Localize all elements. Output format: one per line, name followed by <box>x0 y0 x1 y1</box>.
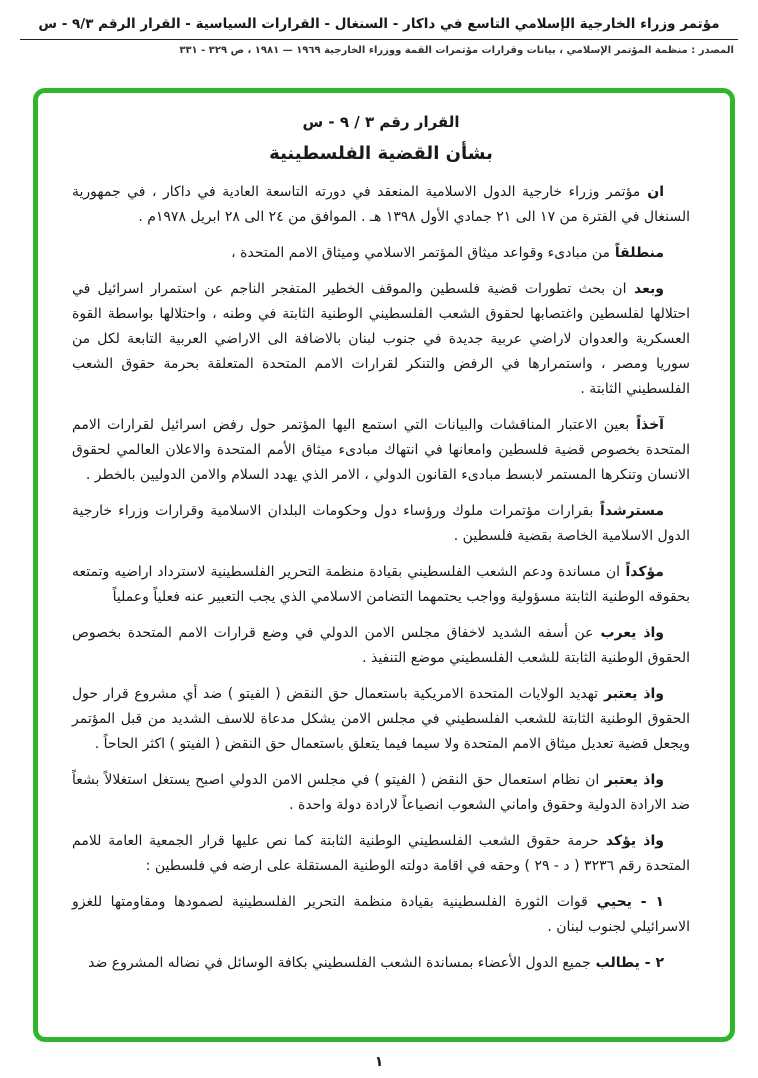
resolution-paragraph: آخذاً بعين الاعتبار المناقشات والبيانات التي استمع اليها المؤتمر حول رفض اسرائيل لقرارات الامم المتحدة بخصوص قضية فلسطين وامعانها في انتهاك مبادىء ميثاق الأمم المتحدة والاعلان العالمي لحقوق الانسان وتنكرها المستمر لابسط مبادىء القانون الدولي ، الامر الذي يهدد السلام والامن الدوليين بالخطر . <box>72 417 690 483</box>
paragraph-lead-word: وبعد <box>626 281 664 297</box>
resolution-paragraph: واذ يعتبر ان نظام استعمال حق النقض ( الفيتو ) في مجلس الامن الدولي اصبح يستغل استغلالاً بشعاً ضد الارادة الدولية وحقوق واماني الشعوب انصياعاً لارادة دولة واحدة . <box>72 772 690 813</box>
document-header <box>0 0 758 56</box>
resolution-subject-title: بشأن القضية الفلسطينية <box>269 143 493 164</box>
paragraph-lead-word: مسترشداً <box>593 503 664 519</box>
resolution-paragraph: ٢ - يطالب جميع الدول الأعضاء بمساندة الشعب الفلسطيني بكافة الوسائل في نضاله المشروع ضد <box>88 955 664 971</box>
resolution-paragraph: واذ يعتبر تهديد الولايات المتحدة الامريكية باستعمال حق النقض ( الفيتو ) ضد أي مشروع قرار حول الحقوق الوطنية الثابتة للشعب الفلسطيني في مجلس الامن يشكل مدعاة للاسف الشديد من قبل المؤتمر ويجعل قضية تعديل ميثاق الامم المتحدة ولا سيما فيما يتعلق باستعمال حق النقض ( الفيتو ) اكثر الحاحاً . <box>72 686 690 752</box>
page-number: ١ <box>374 1054 384 1070</box>
paragraph-lead-word: واذ يعتبر <box>598 686 665 702</box>
paragraph-lead-word: ٢ - يطالب <box>590 955 664 971</box>
paragraph-lead-word: منطلقاً <box>610 245 664 261</box>
paragraph-lead-word: واذ يؤكد <box>598 833 664 849</box>
document-source-line: المصدر : منظمة المؤتمر الإسلامي ، بيانات وقرارات مؤتمرات القمة ووزراء الخارجية ١٩٦٩ — ١٩٨١ ، ص ٣٢٩ - ٣٣١ <box>179 45 734 56</box>
paragraph-lead-word: آخذاً <box>629 417 664 433</box>
paragraph-lead-word: ١ - يحيي <box>587 894 664 910</box>
document-header-title: مؤتمر وزراء الخارجية الإسلامي التاسع في داكار - السنغال - القرارات السياسية - القرار الرقم ٩/٣ - س <box>20 16 738 40</box>
resolution-paragraph: ١ - يحيي قوات الثورة الفلسطينية بقيادة منظمة التحرير الفلسطينية لصمودها ومقاومتها للغزو الاسرائيلي لجنوب لبنان . <box>72 894 690 935</box>
document-frame <box>33 88 735 1042</box>
resolution-body <box>72 180 690 976</box>
paragraph-lead-word: مؤكداً <box>620 564 664 580</box>
resolution-paragraph: وبعد ان بحث تطورات قضية فلسطين والموقف الخطير المتفجر الناجم عن استمرار اسرائيل في احتلالها لفلسطين واغتصابها لحقوق الشعب الفلسطيني الوطنية الثابتة في وطنه ، واحتلالها بواسطة القوة العسكرية والعدوان لاراضي عربية جديدة في جنوب لبنان بالاضافة الى الاراضي العربية التابعة لكل من سوريا ومصر ، واستمرارها في الرفض والتنكر لقرارات الامم المتحدة المتعلقة بحرمة حقوق الشعب الفلسطيني الثابتة . <box>72 281 690 397</box>
resolution-paragraph: واذ يعرب عن أسفه الشديد لاخفاق مجلس الامن الدولي في وضع قرارات الامم المتحدة بخصوص الحقوق الوطنية الثابتة للشعب الفلسطيني موضع التنفيذ . <box>72 625 690 666</box>
resolution-paragraph: مسترشداً بقرارات مؤتمرات ملوك ورؤساء دول وحكومات البلدان الاسلامية وقرارات وزراء خارجية الدول الاسلامية الخاصة بقضية فلسطين . <box>72 503 690 544</box>
paragraph-lead-word: ان <box>640 184 664 200</box>
resolution-paragraph: واذ يؤكد حرمة حقوق الشعب الفلسطيني الوطنية الثابتة كما نص عليها قرار الجمعية العامة للامم المتحدة رقم ٣٢٣٦ ( د - ٢٩ ) وحقه في اقامة دولته الوطنية المستقلة على ارضه في فلسطين : <box>72 833 690 874</box>
resolution-paragraph: ان مؤتمر وزراء خارجية الدول الاسلامية المنعقد في دورته التاسعة العادية في داكار ، في جمهورية السنغال في الفترة من ١٧ الى ٢١ جمادي الأول ١٣٩٨ هـ . الموافق من ٢٤ الى ٢٨ ابريل ١٩٧٨م . <box>72 184 690 225</box>
resolution-number-title: القرار رقم ٣ / ٩ - س <box>302 113 460 131</box>
resolution-paragraph: منطلقاً من مبادىء وقواعد ميثاق المؤتمر الاسلامي وميثاق الامم المتحدة ، <box>231 245 664 261</box>
paragraph-lead-word: واذ يعتبر <box>599 772 664 788</box>
paragraph-lead-word: واذ يعرب <box>593 625 665 641</box>
resolution-paragraph: مؤكداً ان مساندة ودعم الشعب الفلسطيني بقيادة منظمة التحرير الفلسطينية لاسترداد اراضيه وتمتعه بحقوقه الوطنية الثابتة مسؤولية وواجب يحتمهما التضامن الاسلامي الذي يجب التعبير عنه فعلياً وعملياً <box>72 564 690 605</box>
